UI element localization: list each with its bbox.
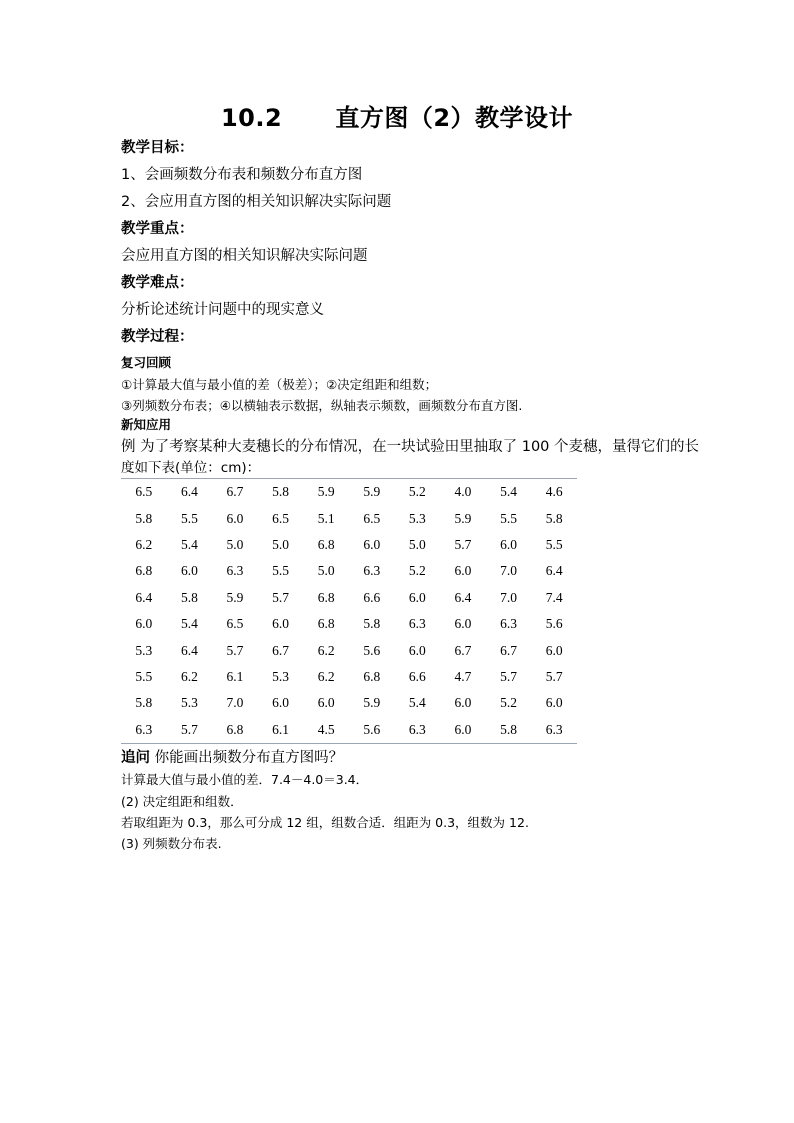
table-cell: 5.8 bbox=[135, 695, 153, 711]
table-cell: 6.0 bbox=[408, 589, 426, 605]
table-cell: 5.3 bbox=[180, 695, 198, 711]
followup-step-1: 计算最大值与最小值的差．7.4－4.0＝3.4． bbox=[121, 772, 369, 787]
table-cell: 5.5 bbox=[545, 536, 563, 552]
table-cell: 5.3 bbox=[408, 510, 426, 526]
goal-item-2: 2、会应用直方图的相关知识解决实际问题 bbox=[121, 194, 392, 210]
table-row bbox=[121, 532, 577, 558]
table-cell: 6.0 bbox=[440, 717, 486, 744]
followup-question: 你能画出频数分布直方图吗？ bbox=[150, 750, 344, 766]
table-row bbox=[121, 637, 577, 663]
table-cell: 4.6 bbox=[531, 479, 577, 506]
difficulty-heading: 教学难点： bbox=[121, 275, 194, 291]
table-cell: 7.0 bbox=[500, 589, 517, 605]
table-cell: 6.7 bbox=[272, 642, 290, 658]
goals-heading: 教学目标： bbox=[121, 140, 194, 156]
process-heading: 教学过程： bbox=[121, 329, 194, 345]
table-cell: 6.1 bbox=[258, 717, 304, 744]
table-cell: 6.2 bbox=[135, 536, 153, 552]
table-cell: 5.9 bbox=[349, 479, 395, 506]
table-cell: 7.0 bbox=[500, 563, 517, 579]
table-cell: 5.8 bbox=[135, 510, 153, 526]
table-cell: 5.8 bbox=[363, 616, 381, 632]
table-cell: 6.8 bbox=[212, 717, 258, 744]
table-cell: 6.5 bbox=[272, 510, 290, 526]
table-cell: 5.9 bbox=[454, 510, 472, 526]
table-cell: 6.2 bbox=[317, 668, 335, 684]
table-row bbox=[121, 505, 577, 531]
review-line-1: ①计算最大值与最小值的差（极差）；②决定组距和组数； bbox=[121, 377, 438, 392]
table-cell: 5.2 bbox=[408, 563, 426, 579]
table-cell: 5.7 bbox=[272, 589, 290, 605]
table-cell: 5.7 bbox=[500, 668, 517, 684]
table-row bbox=[121, 690, 577, 716]
table-cell: 5.0 bbox=[226, 536, 244, 552]
table-cell: 5.9 bbox=[226, 589, 244, 605]
table-cell: 5.8 bbox=[545, 510, 563, 526]
table-row bbox=[121, 664, 577, 690]
table-cell: 5.6 bbox=[545, 616, 563, 632]
table-cell: 5.6 bbox=[349, 717, 395, 744]
table-row bbox=[121, 479, 577, 506]
table-cell: 5.9 bbox=[303, 479, 349, 506]
table-cell: 5.3 bbox=[135, 642, 153, 658]
table-cell: 6.2 bbox=[317, 642, 335, 658]
table-cell: 5.4 bbox=[486, 479, 532, 506]
key-point-heading: 教学重点： bbox=[121, 221, 194, 237]
table-cell: 5.4 bbox=[408, 695, 426, 711]
followup-step-4: (3) 列频数分布表. bbox=[121, 836, 222, 851]
table-cell: 6.0 bbox=[363, 536, 381, 552]
table-cell: 6.4 bbox=[180, 642, 198, 658]
table-cell: 6.3 bbox=[531, 717, 577, 744]
table-cell: 5.2 bbox=[500, 695, 517, 711]
table-cell: 5.7 bbox=[454, 536, 472, 552]
difficulty-text: 分析论述统计问题中的现实意义 bbox=[121, 302, 324, 318]
table-cell: 6.3 bbox=[363, 563, 381, 579]
table-cell: 5.9 bbox=[363, 695, 381, 711]
followup-line bbox=[121, 748, 343, 768]
followup-label: 追问 bbox=[121, 750, 150, 766]
table-row bbox=[121, 558, 577, 584]
table-cell: 5.6 bbox=[363, 642, 381, 658]
example-line-2: 度如下表(单位：cm)： bbox=[121, 460, 261, 476]
page-title: 10.2 直方图（2）教学设计 bbox=[220, 104, 574, 132]
application-heading: 新知应用 bbox=[121, 417, 172, 432]
table-cell: 5.0 bbox=[408, 536, 426, 552]
table-cell: 6.0 bbox=[454, 695, 472, 711]
table-cell: 5.8 bbox=[258, 479, 304, 506]
table-cell: 6.3 bbox=[121, 717, 167, 744]
table-cell: 5.1 bbox=[317, 510, 335, 526]
table-cell: 4.5 bbox=[303, 717, 349, 744]
table-cell: 6.8 bbox=[317, 589, 335, 605]
table-cell: 5.4 bbox=[180, 616, 198, 632]
table-cell: 6.1 bbox=[226, 668, 244, 684]
table-cell: 6.3 bbox=[395, 717, 441, 744]
table-cell: 5.7 bbox=[545, 668, 563, 684]
wheat-length-table bbox=[121, 478, 577, 744]
table-cell: 6.3 bbox=[500, 616, 517, 632]
table-cell: 6.4 bbox=[135, 589, 153, 605]
table-cell: 6.7 bbox=[500, 642, 517, 658]
review-heading: 复习回顾 bbox=[121, 355, 172, 370]
table-cell: 6.0 bbox=[454, 563, 472, 579]
example-line-1: 例 为了考察某种大麦穗长的分布情况，在一块试验田里抽取了 100 个麦穗，量得它们的长 bbox=[121, 439, 699, 455]
table-cell: 4.7 bbox=[454, 668, 472, 684]
table-cell: 7.4 bbox=[545, 589, 563, 605]
table-cell: 6.5 bbox=[226, 616, 244, 632]
table-cell: 6.2 bbox=[180, 668, 198, 684]
table-cell: 6.0 bbox=[545, 695, 563, 711]
table-cell: 6.8 bbox=[317, 536, 335, 552]
table-cell: 7.0 bbox=[226, 695, 244, 711]
table-row bbox=[121, 585, 577, 611]
table-cell: 6.0 bbox=[180, 563, 198, 579]
table-cell: 6.0 bbox=[500, 536, 517, 552]
table-cell: 5.0 bbox=[317, 563, 335, 579]
table-cell: 6.8 bbox=[135, 563, 153, 579]
key-point-text: 会应用直方图的相关知识解决实际问题 bbox=[121, 248, 368, 264]
table-cell: 6.6 bbox=[363, 589, 381, 605]
table-cell: 4.0 bbox=[440, 479, 486, 506]
followup-step-2: (2) 决定组距和组数． bbox=[121, 794, 243, 809]
table-cell: 5.2 bbox=[395, 479, 441, 506]
goal-item-1: 1、会画频数分布表和频数分布直方图 bbox=[121, 167, 363, 183]
table-row bbox=[121, 611, 577, 637]
table-cell: 6.7 bbox=[212, 479, 258, 506]
table-cell: 5.7 bbox=[226, 642, 244, 658]
table-cell: 5.5 bbox=[135, 668, 153, 684]
table-cell: 6.6 bbox=[408, 668, 426, 684]
table-cell: 5.5 bbox=[500, 510, 517, 526]
table-cell: 5.4 bbox=[180, 536, 198, 552]
table-cell: 6.8 bbox=[363, 668, 381, 684]
table-cell: 5.8 bbox=[180, 589, 198, 605]
table-cell: 6.0 bbox=[454, 616, 472, 632]
table-cell: 5.5 bbox=[272, 563, 290, 579]
table-cell: 5.3 bbox=[272, 668, 290, 684]
table-cell: 5.5 bbox=[180, 510, 198, 526]
table-cell: 6.3 bbox=[408, 616, 426, 632]
table-cell: 6.8 bbox=[317, 616, 335, 632]
table-cell: 6.4 bbox=[167, 479, 213, 506]
table-cell: 6.4 bbox=[545, 563, 563, 579]
table-row bbox=[121, 717, 577, 744]
table-cell: 6.0 bbox=[408, 642, 426, 658]
table-cell: 6.5 bbox=[363, 510, 381, 526]
table-cell: 6.0 bbox=[272, 695, 290, 711]
table-cell: 6.0 bbox=[226, 510, 244, 526]
followup-step-3: 若取组距为 0.3，那么可分成 12 组，组数合适．组距为 0.3，组数为 12. bbox=[121, 815, 529, 830]
table-cell: 6.0 bbox=[272, 616, 290, 632]
table-cell: 5.0 bbox=[272, 536, 290, 552]
table-cell: 6.7 bbox=[454, 642, 472, 658]
table-cell: 6.0 bbox=[545, 642, 563, 658]
table-cell: 6.3 bbox=[226, 563, 244, 579]
table-cell: 5.8 bbox=[486, 717, 532, 744]
table-cell: 6.0 bbox=[317, 695, 335, 711]
table-cell: 6.5 bbox=[121, 479, 167, 506]
table-cell: 6.0 bbox=[135, 616, 153, 632]
review-line-2: ③列频数分布表；④以横轴表示数据，纵轴表示频数，画频数分布直方图. bbox=[121, 398, 523, 413]
table-cell: 5.7 bbox=[167, 717, 213, 744]
table-cell: 6.4 bbox=[454, 589, 472, 605]
